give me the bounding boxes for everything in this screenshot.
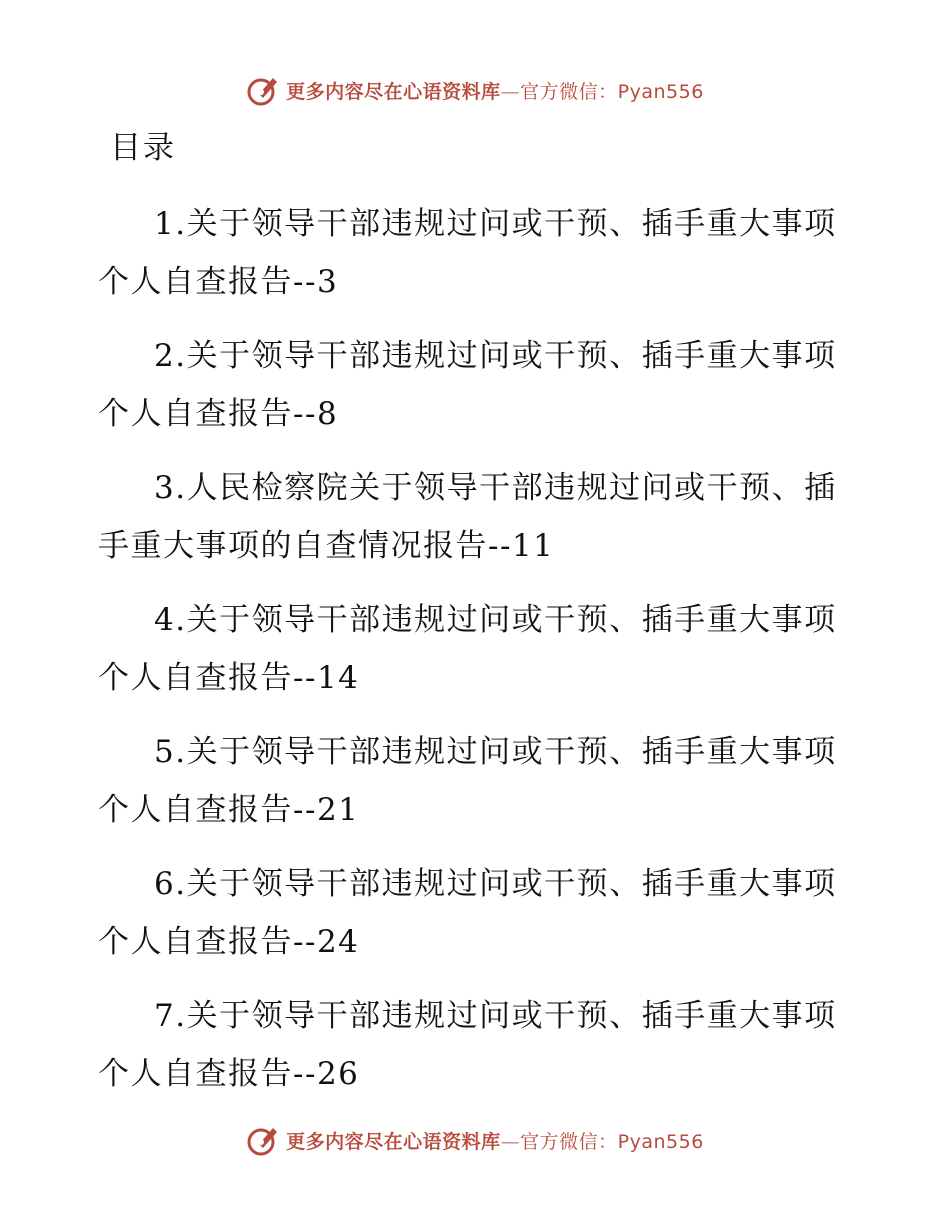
toc-entry-text: 3.人民检察院关于领导干部违规过问或干预、插手重大事项的自查情况报告--11 bbox=[98, 470, 837, 564]
toc-entry-text: 1.关于领导干部违规过问或干预、插手重大事项个人自查报告--3 bbox=[98, 206, 837, 300]
watermark-wechat: 官方微信：Pyan556 bbox=[520, 1130, 704, 1153]
toc-entry-7[interactable] bbox=[98, 987, 838, 1103]
toc-entry-text: 6.关于领导干部违规过问或干预、插手重大事项个人自查报告--24 bbox=[98, 866, 837, 960]
watermark-text bbox=[286, 77, 704, 104]
toc-entry-text: 4.关于领导干部违规过问或干预、插手重大事项个人自查报告--14 bbox=[98, 602, 837, 696]
pen-circle-icon bbox=[246, 1123, 280, 1157]
watermark-brand: 更多内容尽在心语资料库 bbox=[286, 1130, 501, 1153]
toc-list bbox=[98, 195, 838, 1119]
toc-entry-text: 7.关于领导干部违规过问或干预、插手重大事项个人自查报告--26 bbox=[98, 998, 837, 1092]
pen-circle-icon bbox=[246, 73, 280, 107]
toc-title: 目录 bbox=[110, 130, 176, 166]
toc-entry-2[interactable] bbox=[98, 327, 838, 443]
toc-entry-4[interactable] bbox=[98, 591, 838, 707]
header-watermark bbox=[0, 70, 950, 110]
footer-watermark bbox=[0, 1120, 950, 1160]
watermark-separator: — bbox=[500, 1130, 521, 1153]
watermark-separator: — bbox=[500, 80, 521, 103]
toc-entry-3[interactable] bbox=[98, 459, 838, 575]
toc-entry-text: 5.关于领导干部违规过问或干预、插手重大事项个人自查报告--21 bbox=[98, 734, 837, 828]
watermark-text bbox=[286, 1127, 704, 1154]
toc-entry-5[interactable] bbox=[98, 723, 838, 839]
toc-entry-text: 2.关于领导干部违规过问或干预、插手重大事项个人自查报告--8 bbox=[98, 338, 837, 432]
toc-entry-6[interactable] bbox=[98, 855, 838, 971]
watermark-brand: 更多内容尽在心语资料库 bbox=[286, 80, 501, 103]
toc-entry-1[interactable] bbox=[98, 195, 838, 311]
watermark-wechat: 官方微信：Pyan556 bbox=[520, 80, 704, 103]
